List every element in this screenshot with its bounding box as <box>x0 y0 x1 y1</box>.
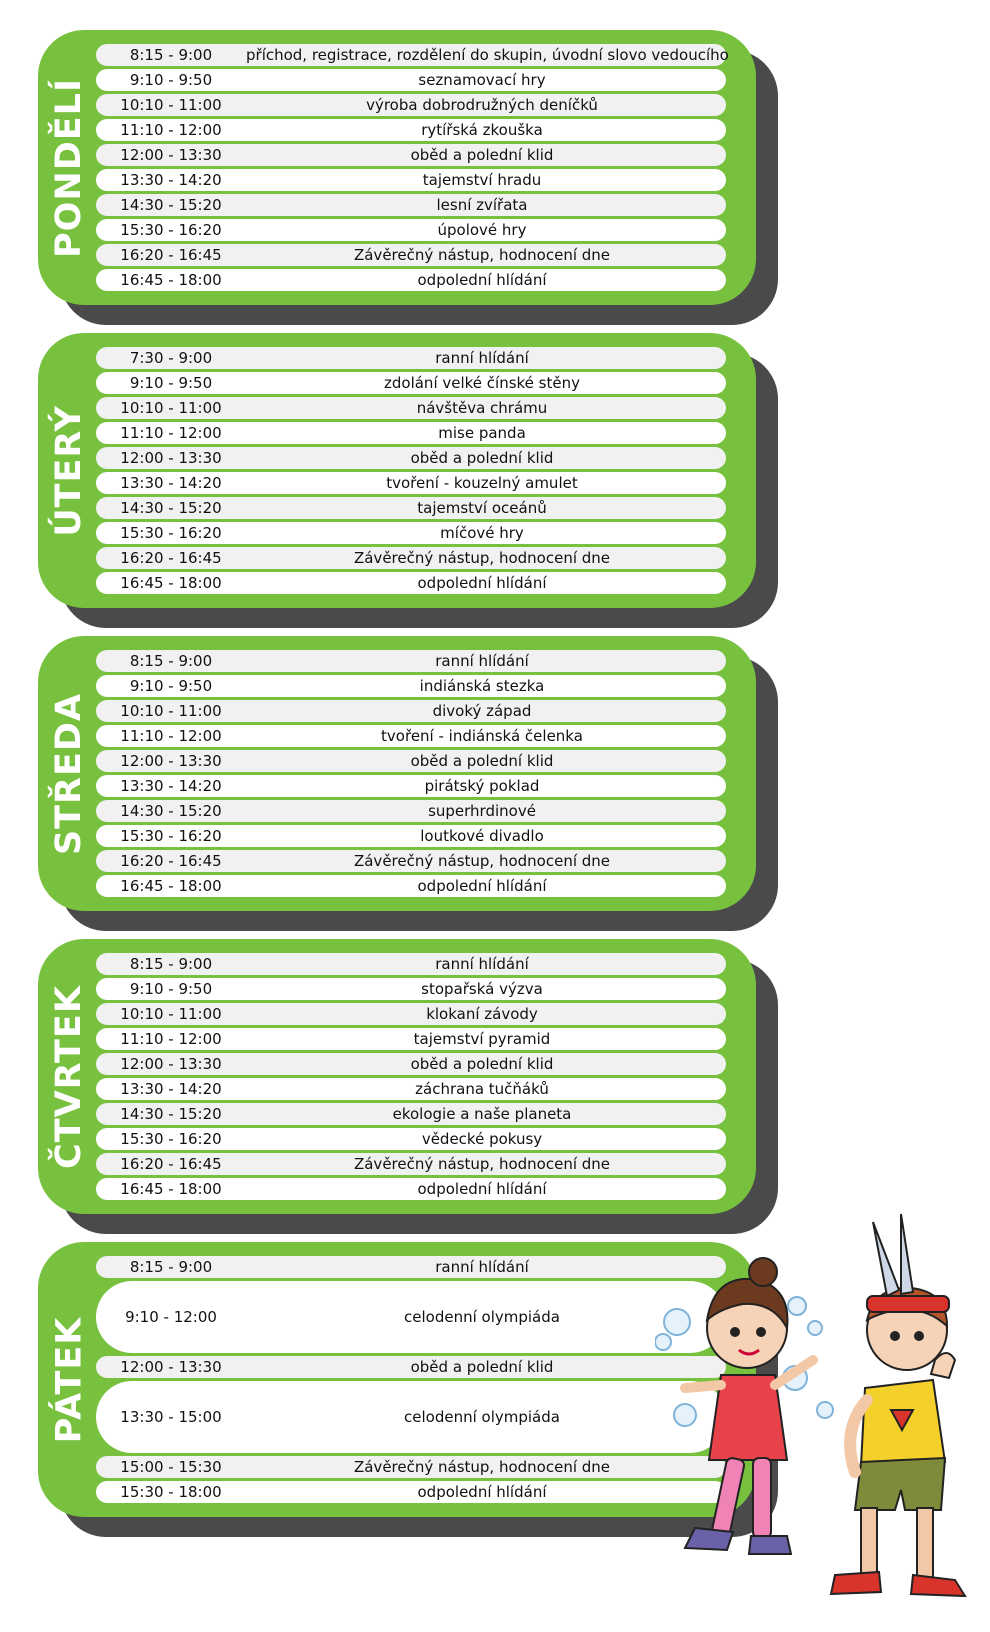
activity: divoký západ <box>432 702 532 720</box>
schedule-row <box>96 69 726 91</box>
time-slot: 10:10 - 11:00 <box>120 399 222 417</box>
activity: stopařská výzva <box>421 980 543 998</box>
time-slot: 15:00 - 15:30 <box>120 1458 222 1476</box>
time-slot: 8:15 - 9:00 <box>129 652 213 670</box>
time-slot: 15:30 - 16:20 <box>120 221 222 239</box>
activity: tvoření - indiánská čelenka <box>381 727 583 745</box>
time-slot: 11:10 - 12:00 <box>120 424 222 442</box>
schedule-row <box>96 750 726 772</box>
schedule-row <box>96 347 726 369</box>
activity: mise panda <box>438 424 526 442</box>
schedule-row <box>96 144 726 166</box>
activity: odpolední hlídání <box>417 1180 547 1198</box>
time-slot: 14:30 - 15:20 <box>120 1105 222 1123</box>
time-slot: 15:30 - 18:00 <box>120 1483 222 1501</box>
activity: ranní hlídání <box>435 652 529 670</box>
activity: Závěrečný nástup, hodnocení dne <box>353 852 611 870</box>
time-slot: 12:00 - 13:30 <box>120 449 222 467</box>
time-slot: 15:30 - 16:20 <box>120 524 222 542</box>
activity: tajemství hradu <box>422 171 542 189</box>
time-slot: 15:30 - 16:20 <box>120 827 222 845</box>
schedule-row <box>96 1153 726 1175</box>
activity: Závěrečný nástup, hodnocení dne <box>353 246 611 264</box>
schedule-row <box>96 875 726 897</box>
time-slot: 16:45 - 18:00 <box>120 877 222 895</box>
time-slot: 16:45 - 18:00 <box>120 1180 222 1198</box>
day-card <box>38 939 783 1234</box>
schedule-row <box>96 1356 726 1378</box>
schedule-row <box>96 422 726 444</box>
schedule-row <box>96 169 726 191</box>
schedule-row <box>96 1053 726 1075</box>
schedule-row <box>96 1281 726 1353</box>
activity: oběd a polední klid <box>410 1358 554 1376</box>
time-slot: 16:20 - 16:45 <box>120 549 222 567</box>
time-slot: 15:30 - 16:20 <box>120 1130 222 1148</box>
time-slot: 14:30 - 15:20 <box>120 802 222 820</box>
activity: indiánská stezka <box>419 677 545 695</box>
activity: odpolední hlídání <box>417 877 547 895</box>
schedule-row <box>96 1381 726 1453</box>
time-slot: 14:30 - 15:20 <box>120 499 222 517</box>
activity: Závěrečný nástup, hodnocení dne <box>353 1155 611 1173</box>
kids-illustration <box>655 1210 990 1630</box>
activity: klokaní závody <box>426 1005 538 1023</box>
schedule-row <box>96 1256 726 1278</box>
time-slot: 11:10 - 12:00 <box>120 1030 222 1048</box>
activity: pirátský poklad <box>424 777 540 795</box>
day-card <box>38 333 783 628</box>
schedule-row <box>96 572 726 594</box>
activity: loutkové divadlo <box>420 827 544 845</box>
schedule-row <box>96 1103 726 1125</box>
schedule-row <box>96 194 726 216</box>
activity: ranní hlídání <box>435 349 529 367</box>
time-slot: 10:10 - 11:00 <box>120 96 222 114</box>
activity: oběd a polední klid <box>410 1055 554 1073</box>
time-slot: 9:10 - 9:50 <box>129 71 213 89</box>
time-slot: 11:10 - 12:00 <box>120 121 222 139</box>
schedule-row <box>96 119 726 141</box>
schedule-row <box>96 1028 726 1050</box>
schedule-row <box>96 44 729 66</box>
activity: odpolední hlídání <box>417 574 547 592</box>
time-slot: 13:30 - 14:20 <box>120 171 222 189</box>
time-slot: 8:15 - 9:00 <box>129 46 213 64</box>
time-slot: 9:10 - 9:50 <box>129 980 213 998</box>
activity: odpolední hlídání <box>417 1483 547 1501</box>
schedule-row <box>96 219 726 241</box>
time-slot: 8:15 - 9:00 <box>129 955 213 973</box>
schedule-rows <box>96 1256 726 1506</box>
time-slot: 7:30 - 9:00 <box>129 349 213 367</box>
day-card <box>38 636 783 931</box>
time-slot: 10:10 - 11:00 <box>120 1005 222 1023</box>
activity: celodenní olympiáda <box>404 1408 560 1426</box>
time-slot: 12:00 - 13:30 <box>120 146 222 164</box>
time-slot: 16:20 - 16:45 <box>120 1155 222 1173</box>
time-slot: 10:10 - 11:00 <box>120 702 222 720</box>
schedule-row <box>96 397 726 419</box>
schedule-row <box>96 1078 726 1100</box>
activity: výroba dobrodružných deníčků <box>366 96 598 114</box>
activity: oběd a polední klid <box>410 146 554 164</box>
schedule-row <box>96 725 726 747</box>
activity: vědecké pokusy <box>421 1130 543 1148</box>
day-label <box>38 939 100 1214</box>
time-slot: 11:10 - 12:00 <box>120 727 222 745</box>
activity: míčové hry <box>440 524 524 542</box>
activity: návštěva chrámu <box>416 399 548 417</box>
day-card <box>38 30 783 325</box>
schedule-row <box>96 1003 726 1025</box>
activity: seznamovací hry <box>418 71 546 89</box>
schedule-row <box>96 850 726 872</box>
schedule-row <box>96 675 726 697</box>
schedule-row <box>96 447 726 469</box>
schedule-row <box>96 700 726 722</box>
activity: celodenní olympiáda <box>404 1308 560 1326</box>
schedule-row <box>96 244 726 266</box>
activity: oběd a polední klid <box>410 752 554 770</box>
schedule-rows <box>96 44 729 294</box>
schedule-row <box>96 775 726 797</box>
time-slot: 16:20 - 16:45 <box>120 246 222 264</box>
time-slot: 8:15 - 9:00 <box>129 1258 213 1276</box>
schedule-row <box>96 94 726 116</box>
time-slot: 16:45 - 18:00 <box>120 574 222 592</box>
time-slot: 12:00 - 13:30 <box>120 1055 222 1073</box>
activity: zdolání velké čínské stěny <box>384 374 580 392</box>
schedule-rows <box>96 650 726 900</box>
schedule-row <box>96 1128 726 1150</box>
day-name: PÁTEK <box>49 1316 89 1443</box>
time-slot: 16:20 - 16:45 <box>120 852 222 870</box>
schedule-row <box>96 269 726 291</box>
activity: ranní hlídání <box>435 955 529 973</box>
schedule-row <box>96 1178 726 1200</box>
activity: superhrdinové <box>428 802 536 820</box>
time-slot: 9:10 - 12:00 <box>125 1308 217 1326</box>
schedule-row <box>96 953 726 975</box>
day-name: STŘEDA <box>49 692 89 855</box>
activity: tajemství pyramid <box>413 1030 551 1048</box>
activity: odpolední hlídání <box>417 271 547 289</box>
activity: příchod, registrace, rozdělení do skupin, úvodní slovo vedoucího <box>246 46 729 64</box>
day-label <box>38 30 100 305</box>
schedule-row <box>96 650 726 672</box>
activity: ranní hlídání <box>435 1258 529 1276</box>
schedule-row <box>96 825 726 847</box>
day-name: ÚTERÝ <box>49 404 89 537</box>
schedule-row <box>96 547 726 569</box>
schedule-row <box>96 1481 726 1503</box>
boy-figure <box>831 1214 965 1596</box>
activity: Závěrečný nástup, hodnocení dne <box>353 549 611 567</box>
activity: Závěrečný nástup, hodnocení dne <box>353 1458 611 1476</box>
activity: oběd a polední klid <box>410 449 554 467</box>
activity: rytířská zkouška <box>421 121 543 139</box>
activity: tajemství oceánů <box>417 499 547 517</box>
schedule-row <box>96 522 726 544</box>
day-label <box>38 1242 100 1517</box>
time-slot: 13:30 - 14:20 <box>120 1080 222 1098</box>
schedule-row <box>96 800 726 822</box>
activity: ekologie a naše planeta <box>392 1105 572 1123</box>
schedule-rows <box>96 347 726 597</box>
schedule-row <box>96 472 726 494</box>
activity: lesní zvířata <box>436 196 528 214</box>
day-name: PONDĚLÍ <box>49 77 90 258</box>
day-label <box>38 333 100 608</box>
time-slot: 14:30 - 15:20 <box>120 196 222 214</box>
day-label <box>38 636 100 911</box>
time-slot: 13:30 - 15:00 <box>120 1408 222 1426</box>
time-slot: 12:00 - 13:30 <box>120 1358 222 1376</box>
activity: tvoření - kouzelný amulet <box>386 474 578 492</box>
schedule-row <box>96 497 726 519</box>
schedule-row <box>96 372 726 394</box>
time-slot: 13:30 - 14:20 <box>120 474 222 492</box>
time-slot: 13:30 - 14:20 <box>120 777 222 795</box>
schedule-row <box>96 1456 726 1478</box>
activity: záchrana tučňáků <box>415 1080 549 1098</box>
time-slot: 16:45 - 18:00 <box>120 271 222 289</box>
time-slot: 12:00 - 13:30 <box>120 752 222 770</box>
schedule-rows <box>96 953 726 1203</box>
day-name: ČTVRTEK <box>49 984 89 1169</box>
schedule-row <box>96 978 726 1000</box>
time-slot: 9:10 - 9:50 <box>129 374 213 392</box>
activity: úpolové hry <box>437 221 527 239</box>
time-slot: 9:10 - 9:50 <box>129 677 213 695</box>
